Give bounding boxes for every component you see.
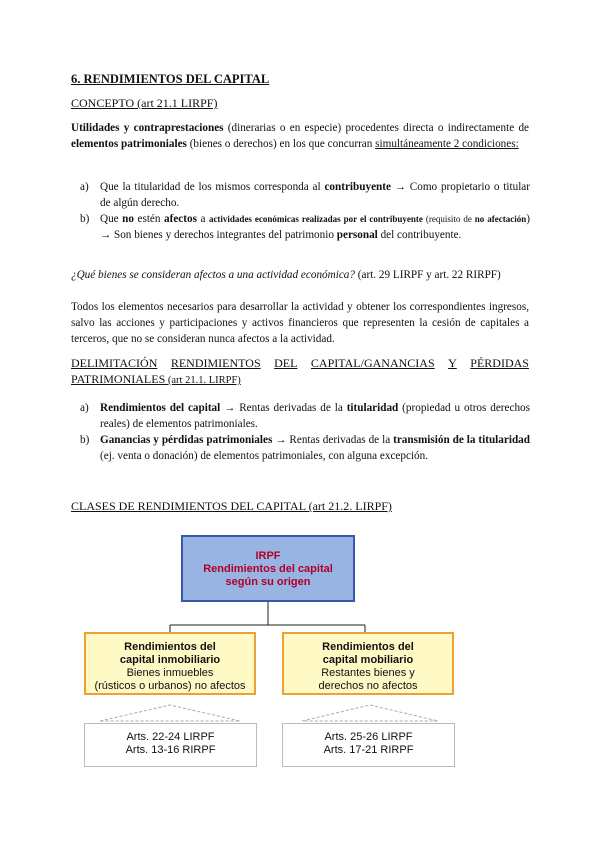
inmobiliario-ref1: Arts. 22-24 LIRPF bbox=[126, 731, 215, 743]
root-line1: IRPF bbox=[255, 550, 281, 562]
inmobiliario-title1: Rendimientos del bbox=[124, 641, 216, 653]
mobiliario-desc2: derechos no afectos bbox=[318, 680, 418, 692]
inmobiliario-refs-box bbox=[84, 723, 257, 767]
root-line3: según su origen bbox=[225, 576, 311, 588]
inmobiliario-title2: capital inmobiliario bbox=[119, 654, 221, 666]
list-label: b) bbox=[80, 213, 90, 225]
mobiliario-title1: Rendimientos del bbox=[322, 641, 414, 653]
section-title: 6. RENDIMIENTOS DEL CAPITAL bbox=[71, 72, 270, 86]
delimitacion-heading-line1: DELIMITACIÓN RENDIMIENTOS DEL CAPITAL/GANANCIAS Y PÉRDIDAS bbox=[71, 356, 529, 370]
list-text: Rendimientos del capital → Rentas derivadas de la titularidad (propiedad u otros derechos reales) de elementos patrimoniales. bbox=[100, 402, 531, 430]
delimitacion-heading-line2: PATRIMONIALES (art 21.1. LIRPF) bbox=[71, 372, 241, 386]
intro-underline: simultáneamente 2 condiciones: bbox=[375, 138, 519, 150]
question-ref: (art. 29 LIRPF y art. 22 RIRPF) bbox=[354, 269, 501, 281]
diagram-root-box bbox=[181, 535, 355, 602]
intro-text-2: (bienes o derechos) en los que concurran bbox=[186, 138, 376, 150]
left-callout-pointer bbox=[100, 705, 240, 721]
list-text: Que no estén afectos a actividades económicas realizadas por el contribuyente (requisito de no afectación) → Son bienes y derechos integrantes del patrimonio personal del contribuyente. bbox=[100, 213, 530, 241]
diagram-inmobiliario-box bbox=[84, 632, 256, 695]
mobiliario-refs-box bbox=[282, 723, 455, 767]
list-label: a) bbox=[80, 402, 89, 414]
intro-bold-2: elementos patrimoniales bbox=[71, 138, 187, 150]
afectos-answer: Todos los elementos necesarios para desarrollar la actividad y obtener los correspondientes ingresos, salvo las acciones y participaciones y activos financieros que representen la cesión de capitales a terceros, que no se consideran nunca afectos a la actividad. bbox=[71, 301, 529, 345]
inmobiliario-desc1: Bienes inmuebles bbox=[126, 667, 214, 679]
intro-bold-1: Utilidades y contraprestaciones bbox=[71, 122, 224, 134]
right-callout-pointer bbox=[302, 705, 438, 721]
mobiliario-desc1: Restantes bienes y bbox=[321, 667, 415, 679]
mobiliario-ref2: Arts. 17-21 RIRPF bbox=[323, 744, 414, 756]
list-label: a) bbox=[80, 181, 89, 193]
question-italic: ¿Qué bienes se consideran afectos a una actividad económica? bbox=[71, 269, 355, 281]
concepto-heading: CONCEPTO (art 21.1 LIRPF) bbox=[71, 96, 218, 110]
list-text: Ganancias y pérdidas patrimoniales → Rentas derivadas de la transmisión de la titularidad (ej. venta o donación) de elementos patrimoniales, con alguna excepción. bbox=[100, 434, 530, 462]
intro-text-1: (dinerarias o en especie) procedentes directa o indirectamente de bbox=[223, 122, 530, 134]
inmobiliario-ref2: Arts. 13-16 RIRPF bbox=[125, 744, 216, 756]
list-label: b) bbox=[80, 434, 90, 446]
diagram-mobiliario-box bbox=[282, 632, 454, 695]
mobiliario-title2: capital mobiliario bbox=[322, 654, 414, 666]
clases-heading: CLASES DE RENDIMIENTOS DEL CAPITAL (art 21.2. LIRPF) bbox=[71, 499, 392, 513]
list-text: Que la titularidad de los mismos corresponda al contribuyente → Como propietario o titular de algún derecho. bbox=[100, 181, 530, 209]
mobiliario-ref1: Arts. 25-26 LIRPF bbox=[324, 731, 413, 743]
root-line2: Rendimientos del capital bbox=[203, 563, 333, 575]
inmobiliario-desc2: (rústicos o urbanos) no afectos bbox=[94, 680, 246, 692]
